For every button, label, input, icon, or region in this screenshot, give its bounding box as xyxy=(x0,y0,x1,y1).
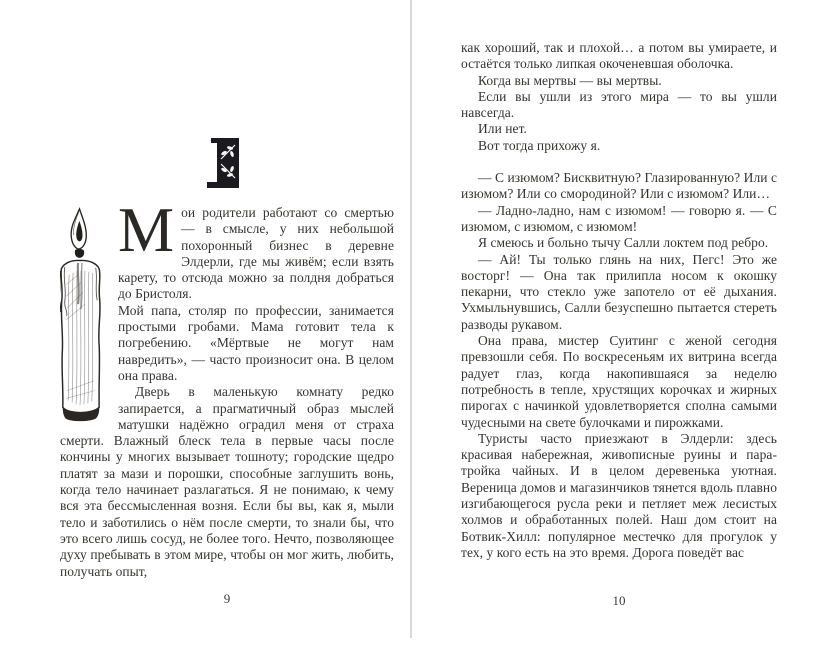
paragraph: Если вы ушли из этого мира — то вы ушли навсегда. xyxy=(461,88,777,121)
paragraph: Я смеюсь и больно тычу Салли локтем под ребро. xyxy=(478,235,769,251)
right-page-text xyxy=(461,40,777,588)
chapter-numeral-one-icon xyxy=(205,137,249,189)
paragraph xyxy=(60,205,394,303)
paragraph: Она права, мистер Суитинг с женой сегодня превзошли себя. По воскресеньям их витрина всегда радует глаз, когда накопившаяся за неделю потребность в тепле, хрустящих корочках и жирных пирогах с начинкой удовлетворяется сполна самыми чудесными на свете булочками и пирожками. xyxy=(461,333,777,430)
paragraph-text: ои родители работают со смертью — в смысле, у них небольшой похоронный бизнес в деревне Элдерли, где мы живём; если взять карету, то отсюда можно за полдня добраться до Бристоля. xyxy=(118,205,394,302)
paragraph: Туристы часто приезжают в Элдерли: здесь красивая набережная, живописные руины и пара-тройка чайных. И в целом деревенька уютная. Вереница домов и магазинчиков тянется вдоль плавно изгибающегося русла реки и петляет меж лесистых холмов и обработанных полей. Наш дом стоит на Ботвик-Хилл: популярное местечко для прогулок у тех, у кого есть на это время. Дорога поведёт вас xyxy=(461,430,777,560)
paragraph: — С изюмом? Бисквитную? Глазированную? Или с изюмом? Или со смородиной? Или с изюмом? Или… xyxy=(461,170,777,202)
paragraph: Когда вы мертвы — вы мертвы. xyxy=(478,72,662,88)
page-right xyxy=(461,0,777,651)
page-left xyxy=(60,0,394,651)
chapter-numeral-text xyxy=(249,137,250,138)
paragraph: Или нет. xyxy=(478,121,527,137)
page-number-right: 10 xyxy=(612,593,626,608)
paragraph: как хороший, так и плохой… а потом вы умираете, и остаётся только липкая окоченевшая оболочка. xyxy=(461,40,777,72)
paragraph: — Ладно-ладно, нам с изюмом! — говорю я. — С изюмом, с изюмом, с изюмом! xyxy=(461,202,777,234)
page-number-left: 9 xyxy=(223,591,231,606)
candle-illustration-icon xyxy=(60,206,106,424)
paragraph: — Ай! Ты только глянь на них, Пегс! Это же восторг! — Она так прилипла носом к окошку пекарни, что стекло уже запотело от её дыхания. Ухмыльнувшись, Салли безуспешно пытается стереть разводы рукавом. xyxy=(461,251,777,332)
paragraph: Мой папа, столяр по профессии, занимается простыми гробами. Мама готовит тела к погребению. «Мёртвые не могут нам навредить», — часто произносит она. В целом она права. xyxy=(118,302,394,383)
drop-cap: М xyxy=(118,205,175,265)
paragraph: Вот тогда прихожу я. xyxy=(478,137,601,153)
left-page-text xyxy=(60,205,394,589)
page-divider xyxy=(410,0,412,638)
chapter-heading xyxy=(60,137,394,189)
paragraph: Дверь в маленькую комнату редко запирается, а прагматичный образ мыслей матушки надёжно оградил меня от страха смерти. Влажный блеск тела в первые часы после кончины у многих вызывает тошноту; городские щедро платят за мази и порошки, способные заглушить вонь, когда тело начинает разлагаться. Я не понимаю, к чему вся эта бессмысленная возня. Если бы вы, как я, мыли тело и заботились о нём после смерти, то знали бы, что это всего лишь сосуд, не более того. Нечто, позволяющее духу пребывать в этом мире, чтобы он мог жить, любить, получать опыт, xyxy=(60,384,394,579)
